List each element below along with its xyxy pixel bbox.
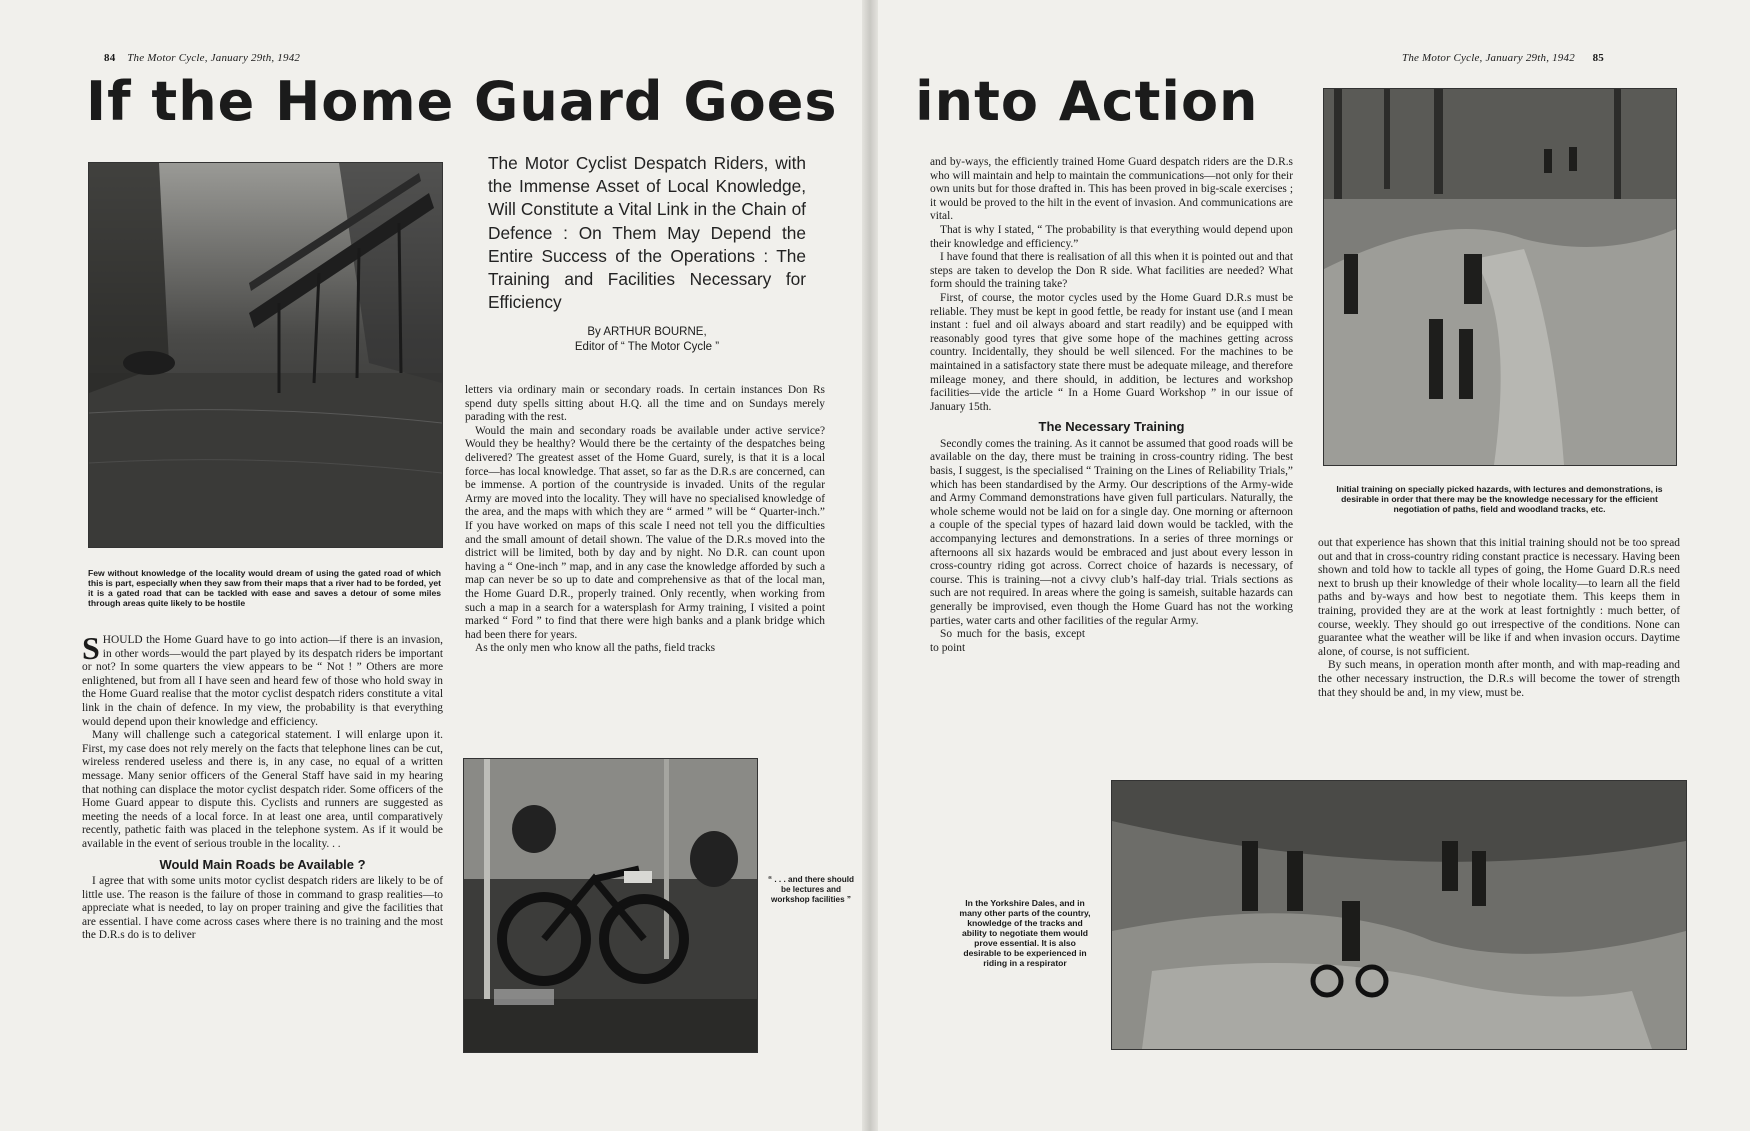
hillside-photo: [1323, 88, 1677, 466]
col1-paragraph-1: [82, 630, 443, 729]
workshop-photo: [463, 758, 758, 1053]
article-byline: [488, 325, 806, 355]
hillside-photo-caption: Initial training on specially picked hazards, with lectures and demonstrations, is desirable in order that there may be the knowledge necessary for the efficient negotiation of paths, field and woodland tracks, etc.: [1336, 484, 1663, 514]
left-running-head: [104, 52, 300, 64]
col1-paragraph-2: Many will challenge such a categorical statement. I will enlarge upon it. First, my case does not rely merely on the facts that telephone lines can be cut, wireless rendered useless and there is, in any case, no equal of a written message. Many senior officers of the General Staff have said in my hearing that nothing can displace the motor cyclist despatch rider. Some officers of the Home Guard appear to dispute this. Cyclists and runners are suggested as meeting the needs of a local force. In at least one area, until comparatively recently, pathetic faith was placed in the telephone system. As if it would be available in the event of serious trouble in the locality. . .: [82, 729, 443, 850]
byline-author: By ARTHUR BOURNE,: [587, 326, 707, 338]
left-running-title: The Motor Cycle, January 29th, 1942: [127, 52, 301, 64]
col3-paragraph-2: That is why I stated, “ The probability is that everything would depend upon their knowledge and efficiency.”: [930, 223, 1293, 250]
dales-photo-caption: In the Yorkshire Dales, and in many other parts of the country, knowledge of the tracks and ability to negotiate them would prove essential. It is also desirable to be experienced in riding in a respirator: [959, 898, 1091, 968]
subhead-main-roads: Would Main Roads be Available ?: [159, 856, 366, 872]
left-page-number: 84: [104, 52, 116, 64]
col2-paragraph-3: As the only men who know all the paths, field tracks: [475, 642, 716, 655]
col3-paragraph-3: I have found that there is realisation of all this when it is pointed out and that steps are taken to develop the Don R side. What facilities are needed? What form should the training take?: [930, 251, 1293, 291]
article-standfirst: The Motor Cyclist Despatch Riders, with the Immense Asset of Local Knowledge, Will Constitute a Vital Link in the Chain of Defence : On Them May Depend the Entire Success of the Operations : The Training and Facilities Necessary for Efficiency: [488, 153, 806, 313]
dales-photo: [1111, 780, 1687, 1050]
byline-role: Editor of “ The Motor Cycle ”: [574, 341, 720, 353]
col3-paragraph-1: and by-ways, the efficiently trained Home Guard despatch riders are the D.R.s who will maintain and help to maintain the communications—not only for their own units but for those drafted in. This has been proved in big-scale exercises ; it would be proved to the hilt in the event of invasion. And communications are vital.: [930, 156, 1293, 223]
column-4: [1318, 537, 1680, 700]
col3-paragraph-6: So much for the basis, except to point: [930, 628, 1085, 654]
right-running-head: [1402, 52, 1604, 64]
col4-paragraph-1: out that experience has shown that this initial training should not be too spread out and that in cross-country riding constant practice is necessary. Having been shown and told how to tackle all types of going, the Home Guard D.R.s need next to brush up their knowledge of their whole locality—to learn all the field paths and by-ways and how best to negotiate them. This keeps them in training, provided they are at the work at least fortnightly : much better, of course, weekly. They should go out irrespective of the conditions. None can guarantee what the weather will be like if and when invasion occurs. Daytime alone, of course, is not sufficient.: [1318, 537, 1680, 658]
col2-paragraph-2: Would the main and secondary roads be available under active service? Would they be healthy? Would there be the certainty of the despatches being delivered? The greatest asset of the Home Guard, surely, is that it is a local force—has local knowledge. That asset, so far as the D.R.s are concerned, can be immense. A portion of the countryside is invaded. Units of the regular Army are moved into the locality. They will have no specialised knowledge of the area, and the maps with which they are “ armed ” will be “ Quarter-inch.” If you have worked on maps of this scale I need not tell you the difficulties and the small amount of detail shown. The value of the D.R.s moved into the district will be limited, both by day and by night. No D.R. can count upon having a “ One-inch ” map, and in any case the knowledge afforded by such a map can never be so up to date and comprehensive as that of the local man, the Home Guard D.R., properly trained. Only recently, when working from such a map in a search for a watersplash for Army training, I visited a point marked “ Ford ” to find that there were high banks and a plank bridge which had been there for years.: [465, 424, 825, 641]
column-1: [82, 630, 443, 943]
workshop-photo-caption: “ . . . and there should be lectures and workshop facilities ”: [768, 875, 854, 904]
col3-paragraph-4: First, of course, the motor cycles used by the Home Guard D.R.s must be reliable. They must be kept in good fettle, be ready for instant use (and I mean instant : fuel and oil always aboard and start readily) and be equipped with reasonably good tyres that give some hope of the machines getting across country. Incidentally, they should be well silenced. For the machines to be maintained in a satisfactory state there must be adequate mileage, and therefore mileage money, and there should, in addition, be lectures and workshop facilities—vide the article “ In a Home Guard Workshop ” in our issue of January 15th.: [930, 291, 1293, 413]
page-gutter: [862, 0, 878, 1131]
bridge-photo-caption: Few without knowledge of the locality would dream of using the gated road of which this is part, especially when they saw from their maps that a river had to be forded, yet it is a gated road that can be tackled with ease and saves a detour of some miles through areas quite likely to be hostile: [88, 568, 441, 608]
bridge-photo: [88, 162, 443, 548]
headline-left: If the Home Guard Goes: [86, 70, 838, 133]
col2-paragraph-1: letters via ordinary main or secondary roads. In certain instances Don Rs spend duty spells sitting about H.Q. all the time and on Sundays merely parading with the rest.: [465, 384, 825, 424]
col1-paragraph-3: I agree that with some units motor cyclist despatch riders are likely to be of little use. The reason is the failure of those in command to grasp realities—to appreciate what is needed, to lay on proper training and give the facilities that are essential. I have come across cases where there is no training and the most the D.R.s do is to deliver: [82, 875, 443, 942]
col3-paragraph-5: Secondly comes the training. As it cannot be assumed that good roads will be available on the day, there must be training in cross-country riding. The best basis, I suggest, is the specialised “ Training on the Lines of Reliability Trials,” which has been standardised by the Army. Our descriptions of the Army-wide and Army Command demonstrations have given full particulars. Naturally, the whole scheme would not be laid on for a single day. One morning or afternoon a couple of the special types of hazard laid down would be tackled, with the accompanying lectures and demonstrations. In a series of three mornings or afternoons all six hazards would be embraced and just about every lesson in cross-country riding got across. Correct choice of hazards is necessary, of course. This is training—not a civvy club’s half-day trial. Trials sections as such are not required. In areas where the going is sameish, suitable hazards can generally be improvised, even though the Home Guard has not the working parties, water carts and other facilities of the regular Army.: [930, 437, 1293, 627]
column-2: [465, 384, 825, 656]
drop-cap: S: [82, 630, 100, 666]
show-through-text: [1010, 0, 1710, 70]
col4-paragraph-2: By such means, in operation month after month, and with map-reading and the other necessary instruction, the D.R.s will become the tower of strength that they should be and, in my view, must be.: [1318, 659, 1680, 699]
subhead-necessary-training: The Necessary Training: [1038, 419, 1185, 435]
headline-right: into Action: [915, 70, 1259, 133]
article-headline: [86, 70, 1286, 133]
right-running-title: The Motor Cycle, January 29th, 1942: [1402, 52, 1575, 64]
column-3: [930, 156, 1293, 655]
col1-p1-text: HOULD the Home Guard have to go into action—if there is an invasion, in other words—would the part played by its despatch riders be important or not? In some quarters the view appears to be “ Not ! ” Others are more enlightened, but from all I have seen and heard few of those who hold sway in the Home Guard realise that the motor cyclist despatch riders constitute a vital link in the chain of defence. In my view, the probability is that everything would depend upon their knowledge and efficiency.: [82, 634, 443, 728]
right-page-number: 85: [1592, 52, 1605, 64]
